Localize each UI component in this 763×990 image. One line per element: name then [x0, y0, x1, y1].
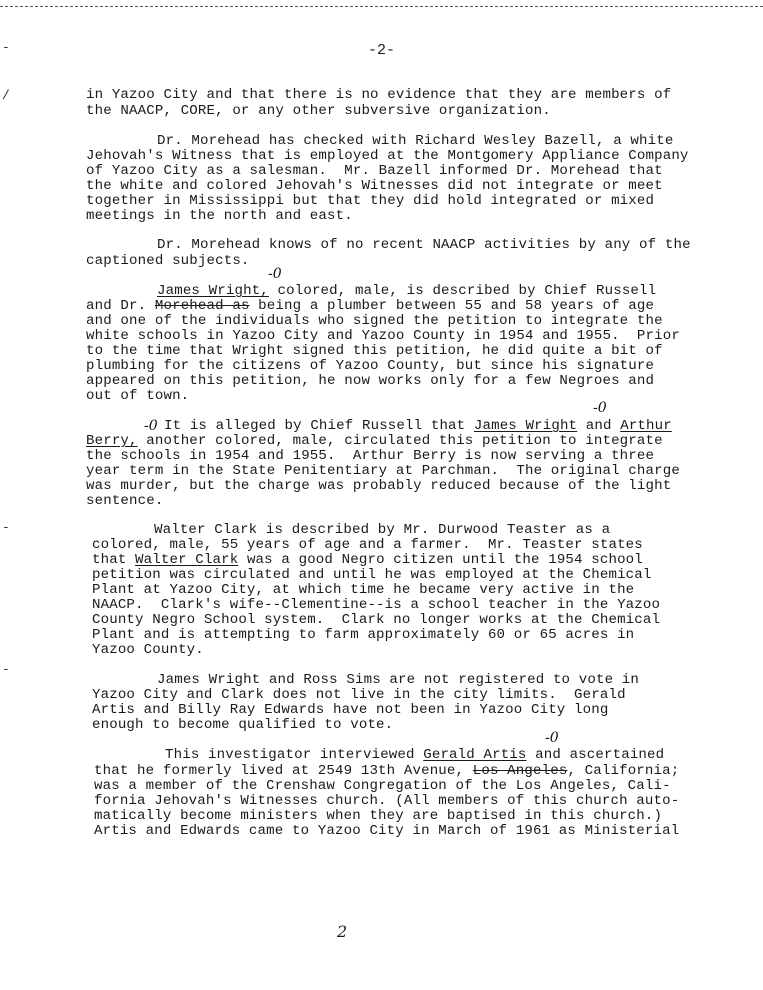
margin-mark: -	[2, 40, 10, 55]
text-line: the white and colored Jehovah's Witnesses did not integrate or meet	[86, 178, 663, 194]
handwritten-page-number: 2	[337, 922, 348, 941]
underlined-name: Walter Clark	[135, 552, 239, 568]
text-line: sentence.	[86, 493, 164, 509]
text-line: colored, male, 55 years of age and a farmer. Mr. Teaster states	[92, 537, 643, 553]
text-line: to the time that Wright signed this petition, he did quite a bit of	[86, 343, 663, 359]
page-number: -2-	[367, 42, 395, 59]
text-line: It is alleged by Chief Russell that James Wright and Arthur	[164, 418, 672, 434]
text-line: Jehovah's Witness that is employed at the Montgomery Appliance Company	[86, 148, 689, 164]
text-line: Yazoo County.	[92, 642, 204, 658]
text-line: fornia Jehovah's Witnesses church. (All members of this church auto-	[94, 793, 680, 809]
text-line: that he formerly lived at 2549 13th Avenue, Los Angeles, California;	[94, 763, 680, 779]
handwritten-check-mark: -0	[268, 266, 282, 282]
underlined-name: James Wright	[473, 418, 578, 434]
margin-mark: -	[2, 520, 10, 535]
text-line: NAACP. Clark's wife--Clementine--is a school teacher in the Yazoo	[92, 597, 661, 613]
text-line: Yazoo City and Clark does not live in the city limits. Gerald	[92, 687, 626, 703]
underlined-name: Berry,	[86, 433, 138, 449]
text-line: of Yazoo City as a salesman. Mr. Bazell informed Dr. Morehead that	[86, 163, 663, 179]
text-line: Dr. Morehead knows of no recent NAACP activities by any of the	[157, 237, 691, 253]
underlined-name: Arthur	[620, 418, 672, 434]
text-line: and one of the individuals who signed the petition to integrate the	[86, 313, 663, 329]
text-line: matically become ministers when they are baptised in this church.)	[94, 808, 663, 824]
text-line: James Wright and Ross Sims are not registered to vote in	[157, 672, 640, 688]
text-line: Artis and Edwards came to Yazoo City in March of 1961 as Ministerial	[94, 823, 680, 839]
text-line: appeared on this petition, he now works only for a few Negroes and	[86, 373, 655, 389]
text-line: County Negro School system. Clark no longer works at the Chemical	[92, 612, 661, 628]
text-line: out of town.	[86, 388, 190, 404]
text-line: Plant at Yazoo City, at which time he became very active in the	[92, 582, 635, 598]
text-line: Plant and is attempting to farm approximately 60 or 65 acres in	[92, 627, 635, 643]
text-line: year term in the State Penitentiary at Parchman. The original charge	[86, 463, 680, 479]
text-line: the schools in 1954 and 1955. Arthur Berry is now serving a three	[86, 448, 655, 464]
text-line: plumbing for the citizens of Yazoo County, but since his signature	[86, 358, 655, 374]
text-line: in Yazoo City and that there is no evidence that they are members of	[86, 87, 672, 103]
handwritten-check-mark: -0	[545, 730, 559, 746]
text-line: was murder, but the charge was probably reduced because of the light	[86, 478, 672, 494]
text-line: the NAACP, CORE, or any other subversive organization.	[86, 103, 551, 119]
page-top-edge	[0, 6, 763, 7]
text-line: Dr. Morehead has checked with Richard Wesley Bazell, a white	[157, 133, 674, 149]
text-line: petition was circulated and until he was employed at the Chemical	[92, 567, 652, 583]
text-line: This investigator interviewed Gerald Artis and ascertained	[165, 747, 665, 763]
text-line: white schools in Yazoo City and Yazoo County in 1954 and 1955. Prior	[86, 328, 680, 344]
handwritten-check-mark: -0	[144, 418, 158, 434]
struck-text: Morehead as	[154, 298, 250, 314]
text-line: together in Mississippi but that they did hold integrated or mixed	[86, 193, 655, 209]
text-line: that Walter Clark was a good Negro citizen until the 1954 school	[92, 552, 643, 568]
text-line: Artis and Billy Ray Edwards have not been in Yazoo City long	[92, 702, 609, 718]
text-line: Walter Clark is described by Mr. Durwood Teaster as a	[154, 522, 611, 538]
text-line: was a member of the Crenshaw Congregation of the Los Angeles, Cali-	[94, 778, 671, 794]
text-line: enough to become qualified to vote.	[92, 717, 394, 733]
text-line: and Dr. Morehead as being a plumber between 55 and 58 years of age	[86, 298, 655, 314]
text-line: James Wright, colored, male, is described by Chief Russell	[157, 283, 657, 299]
text-line: meetings in the north and east.	[86, 208, 353, 224]
underlined-name: James Wright,	[157, 283, 269, 299]
struck-text: Los Angeles	[472, 763, 568, 779]
underlined-name: Gerald Artis	[423, 747, 527, 763]
text-line: captioned subjects.	[86, 253, 250, 269]
margin-mark: -	[2, 662, 10, 677]
text-line: Berry, another colored, male, circulated this petition to integrate	[86, 433, 663, 449]
margin-mark: /	[2, 88, 10, 103]
handwritten-check-mark: -0	[593, 400, 607, 416]
